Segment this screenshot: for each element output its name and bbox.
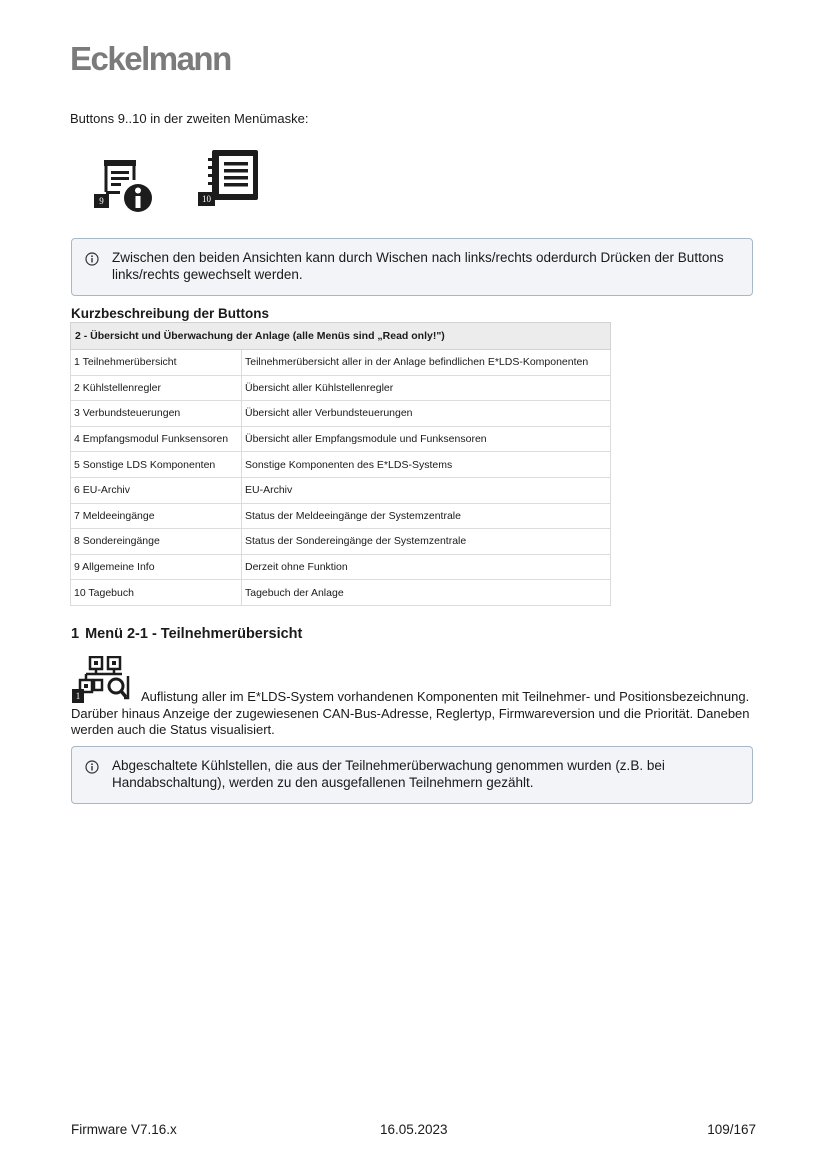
table-row — [71, 452, 611, 478]
footer-date: 16.05.2023 — [380, 1122, 448, 1137]
button-cell: 3 Verbundsteuerungen — [71, 401, 242, 427]
table-row — [71, 554, 611, 580]
table-heading: Kurzbeschreibung der Buttons — [71, 306, 270, 321]
info-box — [71, 238, 753, 296]
description-cell: Teilnehmerübersicht aller in der Anlage befindlichen E*LDS-Komponenten — [242, 350, 611, 376]
logbook-icon — [198, 148, 262, 208]
button-cell: 8 Sondereingänge — [71, 529, 242, 555]
button-number-badge: 10 — [198, 192, 215, 206]
description-cell: Übersicht aller Verbundsteuerungen — [242, 401, 611, 427]
table-row — [71, 426, 611, 452]
description-cell: Status der Meldeeingänge der Systemzentrale — [242, 503, 611, 529]
info-icon — [85, 252, 99, 266]
button-number-badge: 9 — [94, 194, 109, 208]
table-row — [71, 477, 611, 503]
description-cell: Übersicht aller Kühlstellenregler — [242, 375, 611, 401]
info-box-text: Zwischen den beiden Ansichten kann durch Wischen nach links/rechts oderdurch Drücken der Buttons links/rechts gewechselt werden. — [112, 250, 724, 282]
button-cell: 9 Allgemeine Info — [71, 554, 242, 580]
button-cell: 5 Sonstige LDS Komponenten — [71, 452, 242, 478]
section-title — [71, 626, 302, 642]
button-cell: 4 Empfangsmodul Funksensoren — [71, 426, 242, 452]
intro-text: Buttons 9..10 in der zweiten Menümaske: — [70, 111, 309, 126]
description-cell: Übersicht aller Empfangsmodule und Funksensoren — [242, 426, 611, 452]
section-paragraph-text: Auflistung aller im E*LDS-System vorhandenen Komponenten mit Teilnehmer- und Positionsbezeichnung. Darüber hinaus Anzeige der zugewiesenen CAN-Bus-Adresse, Reglertyp, Firmwareversion und die Priorität. Daneben werden auch die Status visualisiert. — [71, 689, 750, 737]
footer-page-number: 109/167 — [707, 1122, 756, 1137]
description-cell: Tagebuch der Anlage — [242, 580, 611, 606]
info-box-text: Abgeschaltete Kühlstellen, die aus der Teilnehmerüberwachung genommen wurden (z.B. bei Handabschaltung), werden zu den ausgefallenen Teilnehmern gezählt. — [112, 758, 665, 790]
table-row — [71, 503, 611, 529]
table-row — [71, 375, 611, 401]
button-cell: 7 Meldeeingänge — [71, 503, 242, 529]
description-cell: EU-Archiv — [242, 477, 611, 503]
section-paragraph — [71, 689, 751, 739]
button-number-badge: 1 — [72, 689, 84, 703]
info-document-icon — [94, 158, 156, 216]
description-cell: Derzeit ohne Funktion — [242, 554, 611, 580]
table-row — [71, 401, 611, 427]
table-row — [71, 350, 611, 376]
button-cell: 1 Teilnehmerübersicht — [71, 350, 242, 376]
table-header: 2 - Übersicht und Überwachung der Anlage (alle Menüs sind „Read only!") — [71, 323, 611, 350]
button-cell: 6 EU-Archiv — [71, 477, 242, 503]
buttons-table — [70, 322, 611, 606]
table-row — [71, 529, 611, 555]
table-row — [71, 580, 611, 606]
footer-firmware: Firmware V7.16.x — [71, 1122, 177, 1137]
section-number: 1 — [71, 626, 80, 642]
info-icon — [85, 760, 99, 774]
button-cell: 2 Kühlstellenregler — [71, 375, 242, 401]
description-cell: Sonstige Komponenten des E*LDS-Systems — [242, 452, 611, 478]
button-cell: 10 Tagebuch — [71, 580, 242, 606]
section-title-text: Menü 2-1 - Teilnehmerübersicht — [85, 626, 303, 642]
eckelmann-logo: Eckelmann — [70, 40, 231, 77]
info-box — [71, 746, 753, 804]
description-cell: Status der Sondereingänge der Systemzentrale — [242, 529, 611, 555]
